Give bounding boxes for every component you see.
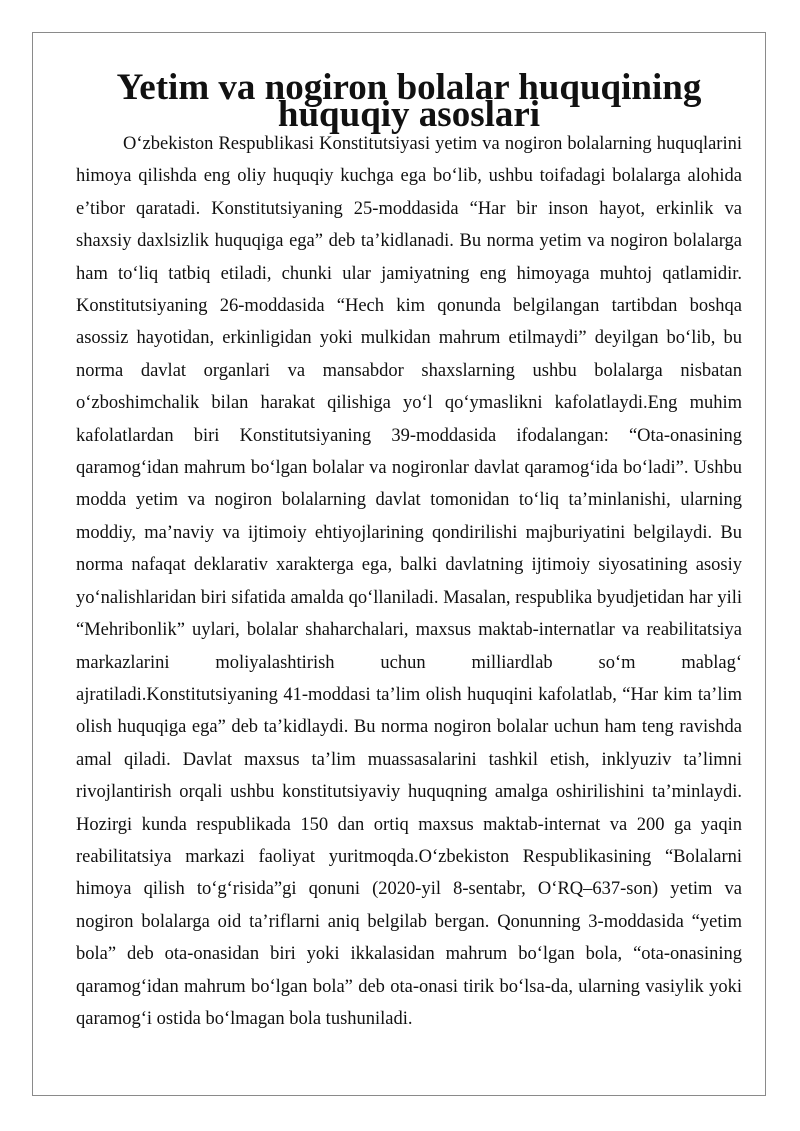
- document-paragraph: O‘zbekiston Respublikasi Konstitutsiyasi yetim va nogiron bolalarning huquqlarini himoya qilishda eng oliy huquqiy kuchga ega bo‘lib, ushbu toifadagi bolalarga alohida e’tibor qaratadi. Konstitutsiyaning 25-moddasida “Har bir inson hayot, erkinlik va shaxsiy daxlsizlik huquqiga ega” deb ta’kidlanadi. Bu norma yetim va nogiron bolalarga ham to‘liq tatbiq etiladi, chunki ular jamiyatning eng himoyaga muhtoj qatlamidir. Konstitutsiyaning 26-moddasida “Hech kim qonunda belgilangan tartibdan boshqa asossiz hayotidan, erkinligidan yoki mulkidan mahrum etilmaydi” deyilgan bo‘lib, bu norma davlat organlari va mansabdor shaxslarning ushbu bolalarga nisbatan o‘zboshimchalik bilan harakat qilishiga yo‘l qo‘ymaslikni kafolatlaydi.Eng muhim kafolatlardan biri Konstitutsiyaning 39-moddasida ifodalangan: “Ota-onasining qaramog‘idan mahrum bo‘lgan bolalar va nogironlar davlat qaramog‘ida bo‘ladi”. Ushbu modda yetim va nogiron bolalarning davlat tomonidan to‘liq ta’minlanishi, ularning moddiy, ma’naviy va ijtimoiy ehtiyojlarining qondirilishi majburiyatini belgilaydi. Bu norma nafaqat deklarativ xarakterga ega, balki davlatning ijtimoiy siyosatining asosiy yo‘nalishlaridan biri sifatida amalda qo‘llaniladi. Masalan, respublika byudjetidan har yili “Mehribonlik” uylari, bolalar shaharchalari, maxsus maktab-internatlar va reabilitatsiya markazlarini moliyalashtirish uchun milliardlab so‘m mablag‘ ajratiladi.Konstitutsiyaning 41-moddasi ta’lim olish huquqini kafolatlab, “Har kim ta’lim olish huquqiga ega” deb ta’kidlaydi. Bu norma nogiron bolalar uchun ham teng ravishda amal qiladi. Davlat maxsus ta’lim muassasalarini tashkil etish, inklyuziv ta’limni rivojlantirish orqali ushbu konstitutsiyaviy huquqning amalga oshirilishini ta’minlaydi. Hozirgi kunda respublikada 150 dan ortiq maxsus maktab-internat va 200 ga yaqin reabilitatsiya markazi faoliyat yuritmoqda.O‘zbekiston Respublikasining “Bolalarni himoya qilish to‘g‘risida”gi qonuni (2020-yil 8-sentabr, O‘RQ–637-son) yetim va nogiron bolalarga oid ta’riflarni aniq belgilab bergan. Qonunning 3-moddasida “yetim bola” deb ota-onasidan biri yoki ikkalasidan mahrum bo‘lgan bola, “ota-onasining qaramog‘idan mahrum bo‘lgan bola” deb ota-onasi tirik bo‘lsa-da, ularning vasiylik yoki qaramog‘i ostida bo‘lmagan bola tushuniladi.: [76, 134, 742, 1029]
- document-content: [76, 67, 742, 1035]
- document-title: Yetim va nogiron bolalar huquqining huquqiy asoslari: [116, 67, 702, 135]
